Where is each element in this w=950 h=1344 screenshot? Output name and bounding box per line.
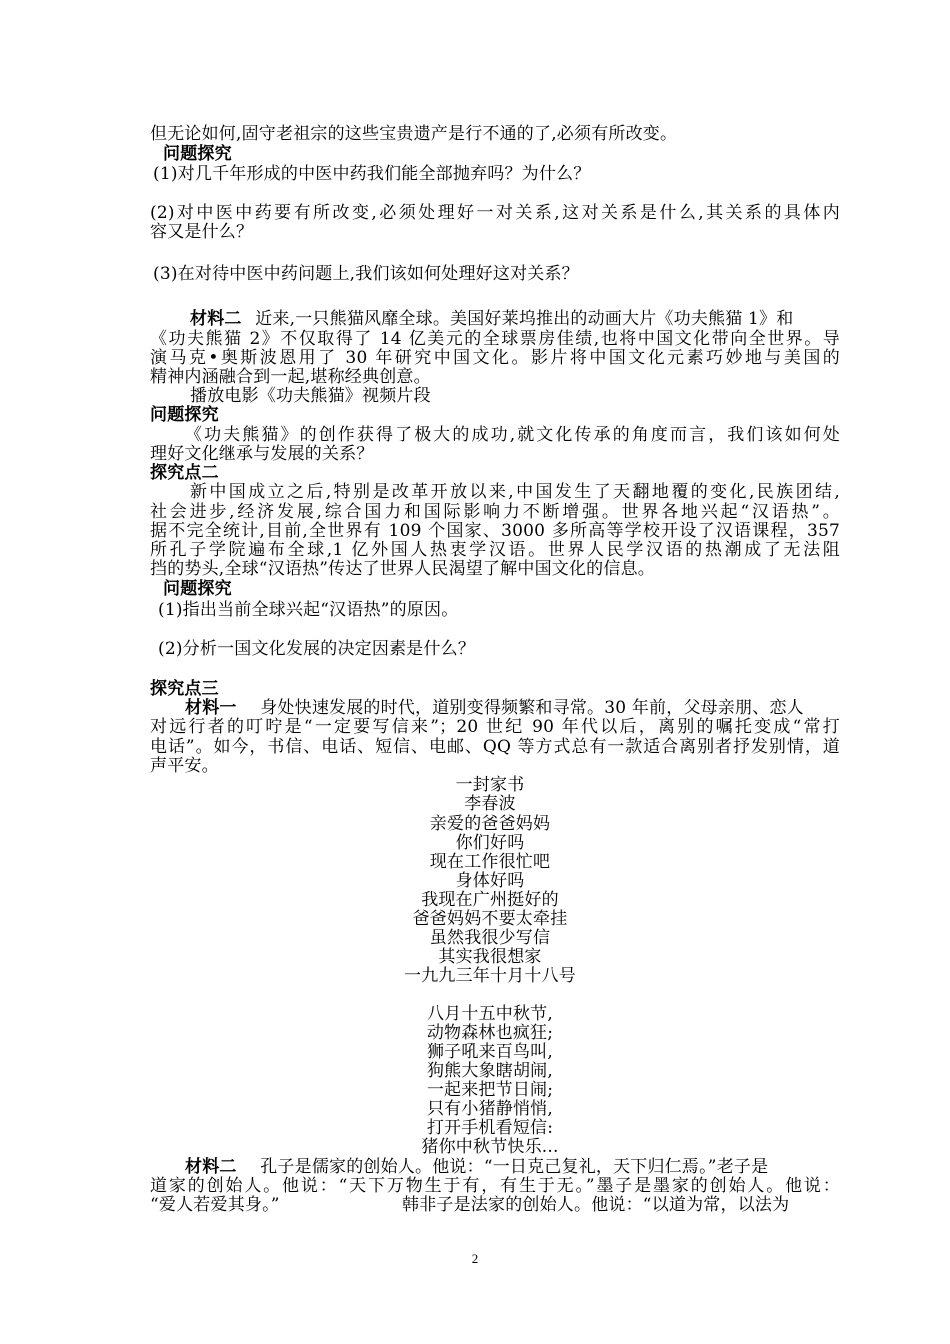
poem-2-line-5: 一起来把节日闹; (426, 1080, 554, 1100)
point-2-line-2: 社会进步,经济发展,综合国力和国际影响力不断增强。世界各地兴起“汉语热”。 (150, 502, 840, 522)
poem-2-line-6: 只有小猪静悄悄, (426, 1099, 553, 1119)
material-2b-text-3a: “爱人若爱其身。” (150, 1195, 280, 1215)
intro-line: 但无论如何,固守老祖宗的这些宝贵遗产是行不通的了,必须有所改变。 (150, 124, 678, 144)
material-2b-line-2: 道家的创始人。他说：“天下万物生于有，有生于无。”墨子是墨家的创始人。他说： (150, 1176, 840, 1196)
point-2-line-4: 所孔子学院遍布全球,1 亿外国人热衷学汉语。世界人民学汉语的热潮成了无法阻 (150, 540, 840, 560)
question-1-item-3: (3)在对待中医中药问题上,我们该如何处理好这对关系？ (153, 264, 579, 284)
material-2b-line-1 (185, 1157, 840, 1177)
question-1-item-2-line-2: 容又是什么？ (150, 222, 254, 242)
question-2-line-1: 《功夫熊猫》的创作获得了极大的成功,就文化传承的角度而言，我们该如何处 (185, 425, 840, 445)
poem-2-line-3: 狮子吼来百鸟叫, (426, 1042, 553, 1062)
material-2b-line-3 (150, 1195, 840, 1215)
poem-2-line-2: 动物森林也疯狂; (426, 1023, 554, 1043)
poem-1-title: 一封家书 (455, 775, 525, 795)
question-3-item-1: (1)指出当前全球兴起“汉语热”的原因。 (158, 600, 459, 620)
section-heading-question-1: 问题探究 (163, 144, 232, 164)
poem-1-line-9: 虽然我很少写信 (429, 928, 551, 948)
material-2-line-1 (190, 309, 840, 329)
point-3-material-1-text-1: 身处快速发展的时代，道别变得频繁和寻常。30 年前，父母亲朋、恋人 (260, 698, 804, 718)
material-2-line-5: 播放电影《功夫熊猫》视频片段 (190, 386, 431, 406)
point-2-line-5: 挡的势头,全球“汉语热”传达了世界人民渴望了解中国文化的信息。 (150, 559, 655, 579)
poem-1-line-10: 其实我很想家 (438, 947, 542, 967)
question-2-line-2: 理好文化继承与发展的关系？ (150, 444, 374, 464)
question-1-item-2-line-1: (2)对中医中药要有所改变,必须处理好一对关系,这对关系是什么,其关系的具体内 (150, 203, 840, 223)
poem-1-line-7: 我现在广州挺好的 (421, 890, 559, 910)
material-2b-label: 材料二 (185, 1157, 237, 1177)
material-2-line-3: 演马克•奥斯波恩用了 30 年研究中国文化。影片将中国文化元素巧妙地与美国的 (150, 348, 840, 368)
page-number: 2 (471, 1251, 479, 1266)
point-3-material-1-line-3: 电话”。如今，书信、电话、短信、电邮、QQ 等方式总有一款适合离别者抒发别情，道 (150, 737, 840, 757)
poem-1-line-3: 亲爱的爸爸妈妈 (429, 814, 551, 834)
question-1-item-1: (1)对几千年形成的中医中药我们能全部抛弃吗？为什么？ (153, 164, 591, 184)
poem-2-line-8: 猪你中秋节快乐... (421, 1137, 559, 1157)
material-2-line-2: 《功夫熊猫 2》不仅取得了 14 亿美元的全球票房佳绩,也将中国文化带向全世界。导 (150, 329, 840, 349)
point-3-material-1-label: 材料一 (185, 698, 237, 718)
question-3-item-2: (2)分析一国文化发展的决定因素是什么？ (158, 639, 476, 659)
section-heading-point-3: 探究点三 (150, 679, 219, 699)
poem-1-line-8: 爸爸妈妈不要太牵挂 (412, 909, 568, 929)
point-2-line-1: 新中国成立之后,特别是改革开放以来,中国发生了天翻地覆的变化,民族团结, (190, 482, 840, 502)
point-3-material-1-line-4: 声平安。 (150, 756, 219, 776)
material-2b-text-1: 孔子是儒家的创始人。他说：“一日克己复礼，天下归仁焉。”老子是 (260, 1157, 769, 1177)
section-heading-question-3: 问题探究 (163, 579, 232, 599)
point-3-material-1-line-2: 对远行者的叮咛是“一定要写信来”；20 世纪 90 年代以后，离别的嘱托变成“常打 (150, 717, 840, 737)
poem-1-line-4: 你们好吗 (455, 833, 525, 853)
poem-1-line-5: 现在工作很忙吧 (429, 852, 551, 872)
poem-2-line-4: 狗熊大象瞎胡闹, (426, 1061, 553, 1081)
point-3-material-1-line-1 (185, 698, 840, 718)
material-2-text-1: 近来,一只熊猫风靡全球。美国好莱坞推出的动画大片《功夫熊猫 1》和 (255, 309, 794, 329)
poem-2-line-1: 八月十五中秋节, (426, 1004, 553, 1024)
material-2-line-4: 精神内涵融合到一起,堪称经典创意。 (150, 367, 431, 387)
section-heading-point-2: 探究点二 (150, 463, 219, 483)
point-2-line-3: 据不完全统计,目前,全世界有 109 个国家、3000 多所高等学校开设了汉语课程，357 (150, 521, 840, 541)
poem-1-line-6: 身体好吗 (455, 871, 525, 891)
poem-1-author: 李春波 (464, 794, 516, 814)
poem-1-line-11: 一九九三年十月十八号 (404, 966, 576, 986)
material-2b-text-3b: 韩非子是法家的创始人。他说：“以道为常，以法为 (402, 1195, 790, 1215)
material-2-label: 材料二 (190, 309, 242, 329)
section-heading-question-2: 问题探究 (150, 405, 219, 425)
poem-2-line-7: 打开手机看短信: (426, 1118, 554, 1138)
